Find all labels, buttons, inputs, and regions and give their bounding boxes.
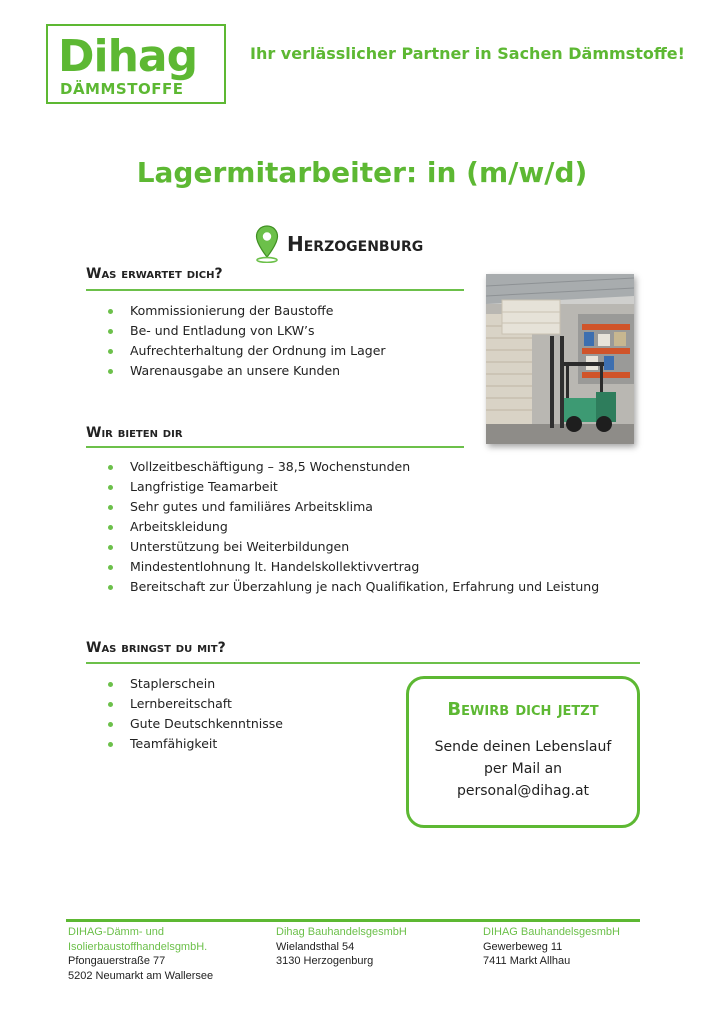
list-item: Arbeitskleidung (108, 517, 599, 537)
apply-now-heading: Bewirb dich jetzt (447, 699, 599, 720)
list-item: Mindestentlohnung lt. Handelskollektivvertrag (108, 557, 599, 577)
apply-now-text (409, 736, 637, 802)
footer-street: Pfongauerstraße 77 (68, 955, 166, 967)
location (255, 224, 423, 264)
section-divider (86, 289, 464, 291)
tagline: Ihr verlässlicher Partner in Sachen Dämmstoffe! (250, 44, 685, 63)
footer-city: 7411 Markt Allhau (483, 955, 571, 967)
apply-line: Sende deinen Lebenslauf (434, 739, 612, 755)
footer-company: Dihag BauhandelsgesmbH (276, 926, 407, 938)
footer-company: DIHAG-Dämm- und (68, 926, 164, 938)
list-item: Staplerschein (108, 674, 283, 694)
section-heading-requirements: Was bringst du mit? (86, 640, 226, 656)
logo-subtitle: DÄMMSTOFFE (60, 80, 184, 98)
list-item: Vollzeitbeschäftigung – 38,5 Wochenstunden (108, 457, 599, 477)
section-divider (86, 446, 464, 448)
footer-address-herzogenburg (276, 925, 407, 969)
footer-street: Gewerbeweg 11 (483, 940, 563, 953)
footer-street: Wielandsthal 54 (276, 940, 355, 953)
section-divider (86, 662, 640, 664)
footer-company: DIHAG BauhandelsgesmbH (483, 926, 620, 938)
apply-line: per Mail an (483, 761, 563, 777)
footer-city: 5202 Neumarkt am Wallersee (68, 969, 214, 982)
list-item: Lernbereitschaft (108, 694, 283, 714)
list-item: Gute Deutschkenntnisse (108, 714, 283, 734)
list-item: Warenausgabe an unsere Kunden (108, 361, 386, 381)
contact-email[interactable]: personal@dihag.at (456, 783, 590, 799)
company-logo (46, 24, 226, 104)
footer-address-markt-allhau (483, 925, 620, 969)
section-heading-expectations: Was erwartet dich? (86, 266, 223, 282)
footer-address-neumarkt (68, 925, 213, 983)
requirements-list (108, 674, 283, 754)
logo-name: Dihag (58, 31, 198, 82)
footer-company: IsolierbaustoffhandelsgmbH. (68, 940, 208, 953)
offer-list (108, 457, 599, 597)
list-item: Sehr gutes und familiäres Arbeitsklima (108, 497, 599, 517)
list-item: Teamfähigkeit (108, 734, 283, 754)
list-item: Unterstützung bei Weiterbildungen (108, 537, 599, 557)
warehouse-forklift-photo (486, 274, 634, 444)
map-pin-icon (255, 225, 279, 263)
job-title: Lagermitarbeiter: in (m/w/d) (136, 156, 588, 189)
expectations-list (108, 301, 386, 381)
list-item: Aufrechterhaltung der Ordnung im Lager (108, 341, 386, 361)
section-heading-offer: Wir bieten dir (86, 425, 183, 441)
apply-now-box (406, 676, 640, 828)
location-name: Herzogenburg (287, 232, 424, 256)
list-item: Kommissionierung der Baustoffe (108, 301, 386, 321)
list-item: Be- und Entladung von LKW’s (108, 321, 386, 341)
footer-city: 3130 Herzogenburg (276, 955, 374, 967)
list-item: Langfristige Teamarbeit (108, 477, 599, 497)
list-item: Bereitschaft zur Überzahlung je nach Qualifikation, Erfahrung und Leistung (108, 577, 599, 597)
footer-divider (66, 919, 640, 922)
